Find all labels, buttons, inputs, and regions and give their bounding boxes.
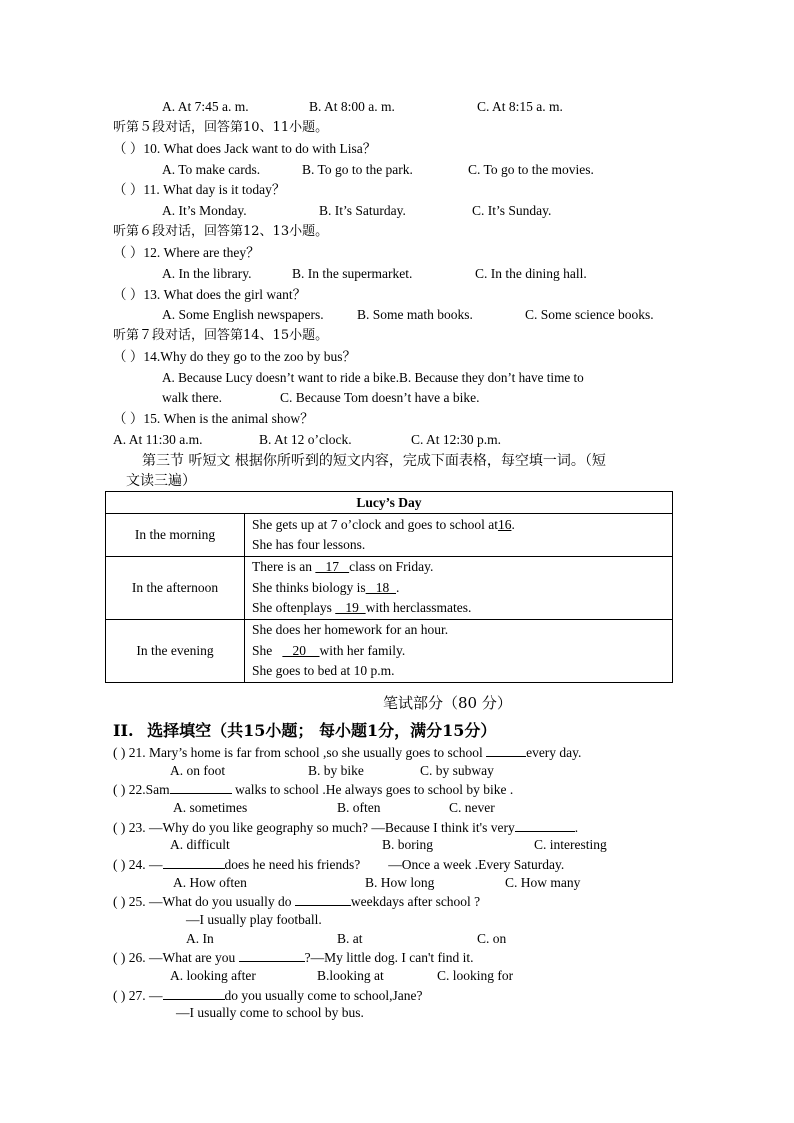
q25 <box>113 892 480 911</box>
q26-option-a: A. looking after <box>170 968 256 983</box>
answer-paren[interactable]: （ ） <box>113 411 144 426</box>
row-label-afternoon: In the afternoon <box>106 557 245 620</box>
morning-line-1 <box>252 515 672 536</box>
q15-options <box>113 431 501 449</box>
answer-paren[interactable]: （ ） <box>113 287 144 302</box>
q23-stem: 23. —Why do you like geography so much? —Because I think it's very <box>128 820 515 835</box>
answer-blank[interactable] <box>515 818 575 832</box>
q11-option-a: A. It’s Monday. <box>162 203 247 218</box>
q24-stem: 24. — <box>128 857 163 872</box>
q14-option-c: C. Because Tom doesn’t have a bike. <box>280 390 480 405</box>
q25-stem: 25. —What do you usually do <box>128 894 295 909</box>
part2-heading <box>113 722 496 740</box>
q24-option-a: A. How often <box>173 875 247 890</box>
table-title-row <box>106 492 673 514</box>
q26 <box>113 948 474 967</box>
answer-blank[interactable] <box>239 948 305 962</box>
q24-stem-mid: does he need his friends? <box>224 857 361 872</box>
q10-stem: 10. What does Jack want to do with Lisa？ <box>143 141 377 156</box>
q14-options-line2 <box>162 389 480 407</box>
part2-number: II. <box>113 721 134 740</box>
line-text: She thinks biology is <box>252 579 366 595</box>
q24 <box>113 855 564 874</box>
answer-blank[interactable] <box>163 986 225 1000</box>
line-text: class on Friday. <box>349 559 434 575</box>
section3-instruction-line2: 文读三遍） <box>126 473 196 489</box>
answer-paren[interactable]: （ ） <box>113 141 144 156</box>
evening-line-1 <box>252 620 672 641</box>
answer-paren[interactable]: ( ) <box>113 988 126 1003</box>
q25-reply: —I usually play football. <box>186 912 322 927</box>
morning-line-2 <box>252 535 672 556</box>
blank-16[interactable]: 16 <box>497 516 512 532</box>
afternoon-line-3 <box>252 598 672 619</box>
q23-stem-end: . <box>574 820 579 835</box>
q11 <box>113 181 285 199</box>
q15-option-c: C. At 12:30 p.m. <box>411 432 502 447</box>
row-content-evening <box>245 620 673 683</box>
q13 <box>113 286 306 304</box>
q21 <box>113 743 581 762</box>
q13-options <box>162 306 654 324</box>
q25-option-c: C. on <box>477 931 507 946</box>
q23-option-c: C. interesting <box>534 837 607 852</box>
q12-options <box>162 265 587 283</box>
line-text: She gets up at 7 o’clock and goes to school at <box>252 516 498 532</box>
q10-option-c: C. To go to the movies. <box>468 162 594 177</box>
q23-option-b: B. boring <box>382 837 434 852</box>
line-text: . <box>396 579 400 595</box>
row-content-afternoon <box>245 557 673 620</box>
evening-line-2 <box>252 641 672 662</box>
section3-instruction-line1: 第三节 听短文 根据你所听到的短文内容，完成下面表格，每空填一词。（短 <box>142 453 606 469</box>
q23-options <box>170 836 607 854</box>
q24-reply: —Once a week .Every Saturday. <box>388 857 565 872</box>
q21-stem-end: every day. <box>526 745 582 760</box>
q13-stem: 13. What does the girl want？ <box>143 287 307 302</box>
q25-stem-end: weekdays after school ? <box>350 894 481 909</box>
q14-option-a-cont: walk there. <box>162 390 222 405</box>
row-label-evening: In the evening <box>106 620 245 683</box>
q14-stem: 14.Why do they go to the zoo by bus？ <box>143 349 356 364</box>
row-content-morning <box>245 514 673 557</box>
q27-stem-end: do you usually come to school,Jane? <box>224 988 423 1003</box>
q11-option-b: B. It’s Saturday. <box>319 203 406 218</box>
line-text: She <box>252 642 283 658</box>
answer-paren[interactable]: ( ) <box>113 894 126 909</box>
q9-options <box>162 98 563 116</box>
line-text: with herclassmates. <box>365 600 472 616</box>
q12-option-c: C. In the dining hall. <box>475 266 587 281</box>
answer-paren[interactable]: （ ） <box>113 182 144 197</box>
q15-option-b: B. At 12 o’clock. <box>259 432 352 447</box>
answer-blank[interactable] <box>486 743 526 757</box>
q23 <box>113 818 578 837</box>
q9-option-b: B. At 8:00 a. m. <box>309 99 395 114</box>
q27-stem: 27. — <box>128 988 163 1003</box>
q11-option-c: C. It’s Sunday. <box>472 203 552 218</box>
line-text: She does her homework for an hour. <box>252 622 449 638</box>
q27-reply: —I usually come to school by bus. <box>176 1005 364 1020</box>
q21-options <box>170 762 494 780</box>
answer-paren[interactable]: ( ) <box>113 745 126 760</box>
line-text: She has four lessons. <box>252 537 366 552</box>
q11-options <box>162 202 551 220</box>
answer-paren[interactable]: ( ) <box>113 820 126 835</box>
table-row-evening <box>106 620 673 683</box>
q10-option-a: A. To make cards. <box>162 162 261 177</box>
table-row-morning <box>106 514 673 557</box>
q21-option-c: C. by subway <box>420 763 494 778</box>
table-title: Lucy’s Day <box>106 492 673 514</box>
dialog7-heading: 听第７段对话，回答第14、15小题。 <box>113 328 329 343</box>
q10-option-b: B. To go to the park. <box>302 162 413 177</box>
q12-stem: 12. Where are they？ <box>143 245 260 260</box>
q9-option-a: A. At 7:45 a. m. <box>162 99 249 114</box>
q22 <box>113 780 513 799</box>
line-text: . <box>511 516 515 532</box>
q26-stem: 26. —What are you <box>128 950 239 965</box>
q15 <box>113 410 314 428</box>
part2-title: 选择填空（共15小题； 每小题1分，满分15分） <box>147 721 497 740</box>
q12 <box>113 244 260 262</box>
q14 <box>113 348 356 366</box>
answer-paren[interactable]: （ ） <box>113 349 144 364</box>
dialog5-heading: 听第５段对话，回答第10、11小题。 <box>113 120 329 135</box>
q24-option-c: C. How many <box>505 875 581 890</box>
q12-option-a: A. In the library. <box>162 266 252 281</box>
q26-options <box>170 967 513 985</box>
q22-option-b: B. often <box>337 800 381 815</box>
q21-stem: 21. Mary’s home is far from school ,so she usually goes to school <box>128 745 487 760</box>
q22-stem-end: walks to school .He always goes to school by bike . <box>231 782 514 797</box>
line-text: She goes to bed at 10 p.m. <box>252 663 395 679</box>
q13-option-a: A. Some English newspapers. <box>162 307 324 322</box>
answer-paren[interactable]: ( ) <box>113 950 126 965</box>
q15-option-a: A. At 11:30 a.m. <box>113 432 203 447</box>
q10-options <box>162 161 594 179</box>
afternoon-line-2 <box>252 578 672 599</box>
q25-options <box>186 930 506 948</box>
written-part-heading: 笔试部分（80 分） <box>383 694 512 712</box>
lucys-day-table <box>105 491 673 683</box>
q22-options <box>173 799 495 817</box>
blank-19[interactable]: 19 <box>335 600 366 616</box>
q21-option-b: B. by bike <box>308 763 364 778</box>
q26-stem-end: ?—My little dog. I can't find it. <box>304 950 474 965</box>
q15-stem: 15. When is the animal show？ <box>143 411 314 426</box>
line-text: There is an <box>252 559 316 575</box>
table-row-afternoon <box>106 557 673 620</box>
answer-blank[interactable] <box>170 780 232 794</box>
blank-18[interactable]: 18 <box>365 579 397 595</box>
q25-option-a: A. In <box>186 931 214 946</box>
q26-option-c: C. looking for <box>437 968 514 983</box>
afternoon-line-1 <box>252 557 672 578</box>
answer-paren[interactable]: （ ） <box>113 245 144 260</box>
dialog6-heading: 听第６段对话，回答第12、13小题。 <box>113 224 329 239</box>
q24-option-b: B. How long <box>365 875 435 890</box>
q22-stem: 22.Sam <box>128 782 170 797</box>
q21-option-a: A. on foot <box>170 763 226 778</box>
answer-blank[interactable] <box>295 892 351 906</box>
q22-option-c: C. never <box>449 800 495 815</box>
q13-option-b: B. Some math books. <box>357 307 473 322</box>
q27 <box>113 986 422 1005</box>
q10 <box>113 140 376 158</box>
q12-option-b: B. In the supermarket. <box>292 266 413 281</box>
blank-20[interactable]: 20 <box>282 642 320 658</box>
q25-option-b: B. at <box>337 931 363 946</box>
q26-option-b: B.looking at <box>317 968 384 983</box>
answer-paren[interactable]: ( ) <box>113 857 126 872</box>
line-text: with her family. <box>319 642 406 658</box>
answer-paren[interactable]: ( ) <box>113 782 126 797</box>
q24-options <box>173 874 580 892</box>
line-text: She oftenplays <box>252 600 336 616</box>
blank-17[interactable]: 17 <box>315 559 350 575</box>
q22-option-a: A. sometimes <box>173 800 248 815</box>
evening-line-3 <box>252 661 672 682</box>
row-label-morning: In the morning <box>106 514 245 557</box>
q13-option-c: C. Some science books. <box>525 307 654 322</box>
q11-stem: 11. What day is it today？ <box>143 182 286 197</box>
answer-blank[interactable] <box>163 855 225 869</box>
q14-options-line1: A. Because Lucy doesn’t want to ride a bike.B. Because they don’t have time to <box>162 370 584 385</box>
q9-option-c: C. At 8:15 a. m. <box>477 99 563 114</box>
q23-option-a: A. difficult <box>170 837 230 852</box>
